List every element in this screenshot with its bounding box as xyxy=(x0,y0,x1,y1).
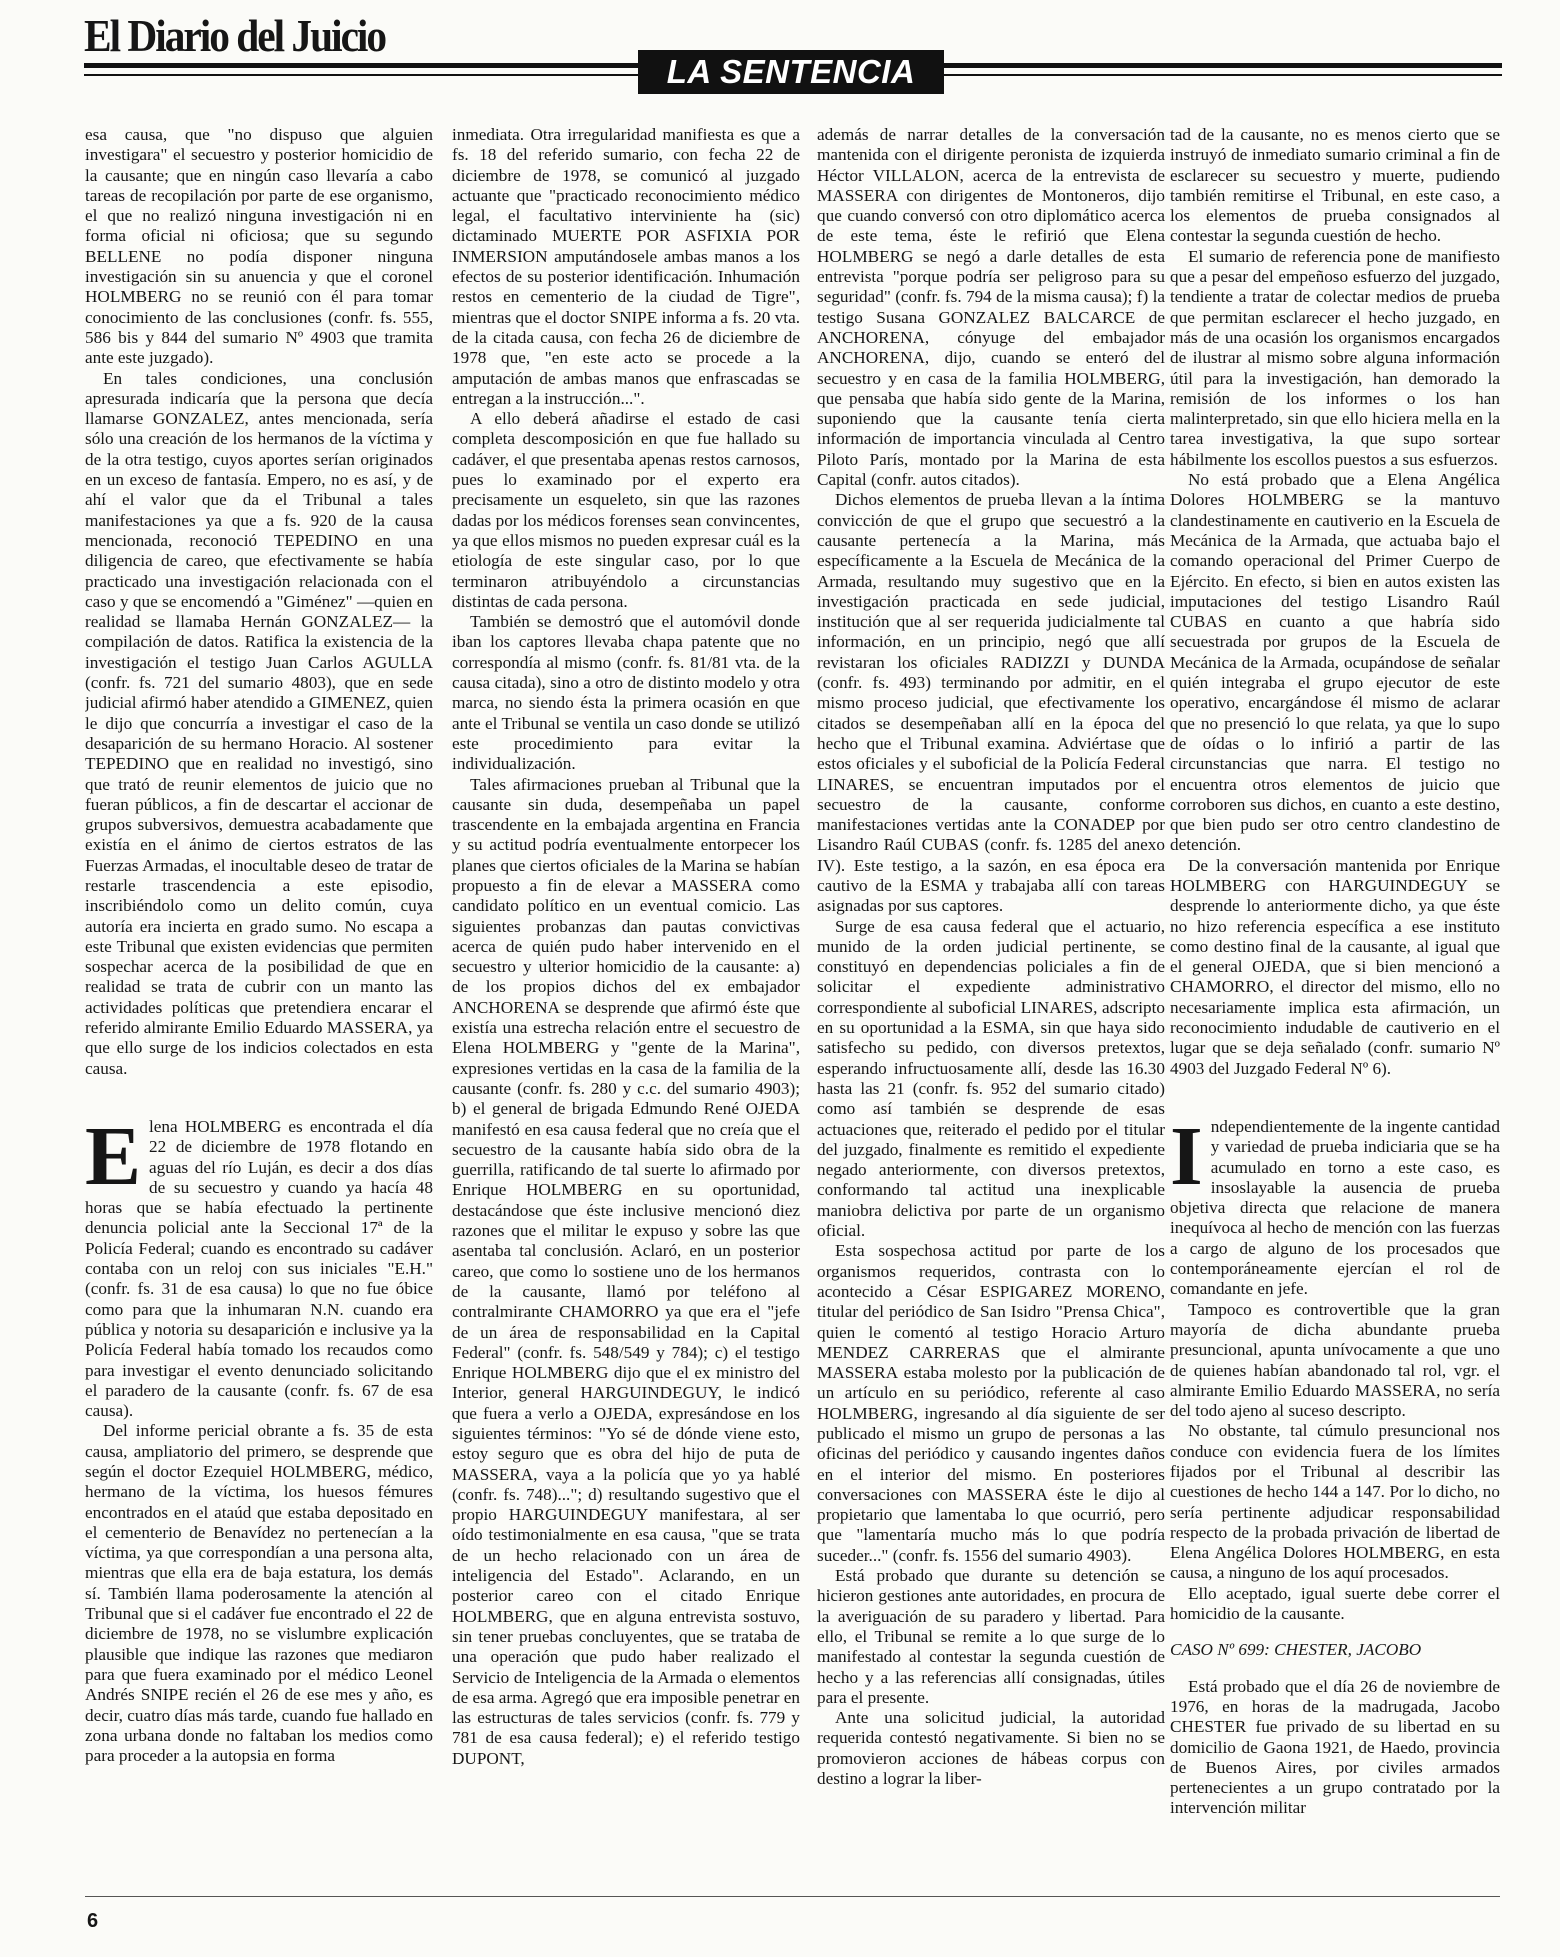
header-rule-left xyxy=(84,63,644,68)
paragraph: Surge de esa causa federal que el actuario, munido de la orden judicial pertinente, se constituyó en dependencias policiales a fin de solicitar el expediente administrativo correspondiente al suboficial LINARES, adscripto en su oportunidad a la ESMA, sin que haya sido satisfecho su pedido, con diversos pretextos, esperando infructuosamente allí, desde las 16.30 hasta las 21 (confr. fs. 952 del sumario citado) como así también se desprende de esas actuaciones que, reiterado el pedido por el titular del juzgado, finalmente es remitido el expediente negado anteriormente, con diversos pretextos, conformando tal actitud una inexplicable maniobra delictiva por parte de un organismo oficial. xyxy=(817,916,1165,1241)
paragraph: No está probado que a Elena Angélica Dolores HOLMBERG se la mantuvo clandestinamente en cautiverio en la Escuela de Mecánica de la Armada, que actuaba bajo el comando operacional del Primer Cuerpo de Ejército. En efecto, si bien en autos existen las imputaciones del testigo Lisandro Raúl CUBAS en cuanto a que habría sido secuestrada por grupos de la Escuela de Mecánica de la Armada, ocupándose de señalar quién integraba el grupo ejecutor de este operativo, encargándose él mismo de aclarar que no presenció lo que relata, ya que lo supo de oídas o lo infirió a partir de las circunstancias que narra. El testigo no encuentra otros elementos de juicio que corroboren sus dichos, en cuanto a este destino, que bien pudo ser otro centro clandestino de detención. xyxy=(1170,470,1500,855)
dropcap: E xyxy=(85,1109,142,1203)
paragraph: Ello aceptado, igual suerte debe correr el homicidio de la causante. xyxy=(1170,1583,1500,1624)
paragraph: inmediata. Otra irregularidad manifiesta es que a fs. 18 del referido sumario, con fecha 22 de diciembre de 1978, se comunicó al juzgado actuante que "practicado reconocimiento médico legal, el facultativo interviniente ha (sic) dictaminado MUERTE POR ASFIXIA POR INMERSION amputándosele ambas manos a los efectos de su posterior identificación. Inhumación restos en cementerio de la ciudad de Tigre", mientras que el doctor SNIPE informa a fs. 20 vta. de la citada causa, con fecha 26 de diciembre de 1978 que, "en este acto se procede a la amputación de ambas manos que enfrascadas se entregan a la instrucción...". xyxy=(452,125,800,408)
dropcap: I xyxy=(1170,1109,1203,1203)
article-column-3 xyxy=(817,125,1165,1885)
paragraph: Del informe pericial obrante a fs. 35 de esta causa, ampliatorio del primero, se desprende que según el doctor Ezequiel HOLMBERG, médico, hermano de la víctima, los huesos fémures encontrados en el ataúd que estaba depositado en el cementerio de Benavídez no pertenecían a la víctima, ya que correspondían a una persona alta, mientras que ella era de baja estatura, los demás sí. También llama poderosamente la atención al Tribunal que si el cadáver fue encontrado el 22 de diciembre de 1978, no se vislumbre explicación plausible que indique las razones que mediaron para que fuera examinado por el médico Leonel Andrés SNIPE recién el 26 de ese mes y año, es decir, cuatro días más tarde, cuando fue hallado en zona urbana donde no faltaban los medios como para proceder a la autopsia en forma xyxy=(85,1421,433,1766)
header-rule-right xyxy=(936,63,1502,68)
paragraph-with-dropcap xyxy=(1170,1109,1500,1300)
paragraph: De la conversación mantenida por Enrique HOLMBERG con HARGUINDEGUY se desprende lo anteriormente dicho, ya que éste no hizo referencia específica a ese instituto como destino final de la causante, al igual que el general OJEDA, que si bien mencionó a CHAMORRO, el director del mismo, ello no necesariamente implica esta afirmación, un reconocimiento indudable de cautiverio en el lugar que se deja señalado (confr. sumario Nº 4903 del Juzgado Federal Nº 6). xyxy=(1170,855,1500,1078)
case-heading: CASO Nº 699: CHESTER, JACOBO xyxy=(1170,1640,1422,1660)
paragraph: También se demostró que el automóvil donde iban los captores llevaba chapa patente que no correspondía al mismo (confr. fs. 81/81 vta. de la causa citada), sino a otro de distinto modelo y otra marca, no siendo ésta la primera ocasión en que ante el Tribunal se ventila un caso donde se utilizó este procedimiento para evitar la individualización. xyxy=(452,612,800,774)
paragraph: A ello deberá añadirse el estado de casi completa descomposición en que fue hallado su cadáver, el que presentaba apenas restos carnosos, pues lo examinado por el experto era precisamente un esqueleto, sin que las razones dadas por los médicos forenses sean convincentes, ya que ellos mismos no pueden expresar cuál es la etiología de este singular caso, por lo que terminaron atribuyéndolo a circunstancias distintas de cada persona. xyxy=(452,409,800,611)
article-column-1 xyxy=(85,125,433,1885)
paragraph: Dichos elementos de prueba llevan a la íntima convicción de que el grupo que secuestró a la causante pertenecía a la Marina, más específicamente a la Escuela de Mecánica de la Armada, resultando muy sugestivo que en la investigación practicada en sede judicial, institución que al ser requerida judicialmente tal información, en un principio, negó que allí revistaran los oficiales RADIZZI y DUNDA (confr. fs. 493) terminando por admitir, en el mismo proceso judicial, que efectivamente los citados se desempeñaban allí en la época del hecho que el Tribunal examina. Adviértase que estos oficiales y el suboficial de la Policía Federal LINARES, se encuentran imputados por el secuestro de la causante, conforme manifestaciones vertidas ante la CONADEP por Lisandro Raúl CUBAS (confr. fs. 1285 del anexo IV). Este testigo, a la sazón, en esa época era cautivo de la ESMA y trabajaba allí con tareas asignadas por sus captores. xyxy=(817,490,1165,916)
paragraph: Esta sospechosa actitud por parte de los organismos requeridos, contrasta con lo acontecido a César ESPIGAREZ MORENO, titular del periódico de San Isidro "Prensa Chica", quien le comentó al testigo Horacio Arturo MENDEZ CARRERAS que el almirante MASSERA estaba molesto por la publicación de un artículo en su periódico, referente al caso HOLMBERG, ingresando al día siguiente de ser publicado el mismo un grupo de personas a las oficinas del periódico y causando ingentes daños en el interior del mismo. En posteriores conversaciones con MASSERA éste le dijo al propietario que lamentaba lo que ocurrió, pero que "lamentaría mucho más lo que podría suceder..." (confr. fs. 1556 del sumario 4903). xyxy=(817,1241,1165,1565)
paragraph: Está probado que el día 26 de noviembre de 1976, en horas de la madrugada, Jacobo CHESTER fue privado de su libertad en su domicilio de Gaona 1921, de Haedo, provincia de Buenos Aires, por civiles armados pertenecientes a un grupo contratado por la intervención militar xyxy=(1170,1676,1500,1818)
paragraph-with-dropcap xyxy=(85,1109,433,1421)
paragraph-text: ndependientemente de la ingente cantidad y variedad de prueba indiciaria que se ha acumulado en torno a este caso, es insoslayable la ausencia de prueba objetiva directa que relacione de manera inequívoca al hecho de mención con las fuerzas a cargo de alguno de los procesados que contemporáneamente ejercían el rol de comandante en jefe. xyxy=(1170,1116,1500,1299)
paragraph: además de narrar detalles de la conversación mantenida con el dirigente peronista de izquierda Héctor VILLALON, acerca de la entrevista de MASSERA con dirigentes de Montoneros, dijo que cuando conversó con otro diplomático acerca de este tema, éste le refirió que Elena HOLMBERG se negó a darle detalles de esta entrevista "porque podría ser peligroso para su seguridad" (confr. fs. 794 de la misma causa); f) la testigo Susana GONZALEZ BALCARCE de ANCHORENA, cónyuge del embajador ANCHORENA, dijo, cuando se enteró del secuestro y en casa de la familia HOLMBERG, que pensaba que había sido gente de la Marina, suponiendo que la causante tenía cierta información de importancia vinculada al Centro Piloto París, montado por la Marina de esta Capital (confr. autos citados). xyxy=(817,125,1165,490)
paragraph: No obstante, tal cúmulo presuncional nos conduce con evidencia fuera de los límites fijados por el Tribunal al describir las cuestiones de hecho 144 a 147. Por lo dicho, no sería pertinente adjudicar responsabilidad respecto de la probada privación de libertad de Elena Angélica Dolores HOLMBERG, en esta causa, a ninguno de los aquí procesados. xyxy=(1170,1421,1500,1583)
paragraph: Tales afirmaciones prueban al Tribunal que la causante sin duda, desempeñaba un papel trascendente en la embajada argentina en Francia y su actitud podría eventualmente entorpecer los planes que ciertos oficiales de la Marina se habían propuesto a fin de elevar a MASSERA como candidato político en un eventual comicio. Las siguientes probanzas dan pautas convictivas acerca de quién pudo haber intervenido en el secuestro y ulterior homicidio de la causante: a) de los propios dichos del ex embajador ANCHORENA se desprende que afirmó éste que existía una estrecha relación entre el secuestro de Elena HOLMBERG y "gente de la Marina", expresiones vertidas en la casa de la familia de la causante (confr. fs. 280 y c.c. del sumario 4903); b) el general de brigada Edmundo René OJEDA manifestó en esa causa federal que no creía que el secuestro de la causante había sido obra de la guerrilla, ratificando de tal suerte lo afirmado por Enrique HOLMBERG en su oportunidad, destacándose que éste inclusive mencionó diez razones que el militar le expuso y sobre las que asentaba tal conclusión. Aclaró, en un posterior careo, que como lo sostiene uno de los hermanos de la causante, llamó por teléfono al contralmirante CHAMORRO ya que era el "jefe de un área de responsabilidad en la Capital Federal" (confr. fs. 548/549 y 784); c) el testigo Enrique HOLMBERG dijo que el ex ministro del Interior, general HARGUINDEGUY, le indicó que fuera a verlo a OJEDA, expresándose en los siguientes términos: "Yo sé de dónde viene esto, estoy seguro que es obra del hijo de puta de MASSERA, vaya a la policía que yo ya hablé (confr. fs. 748)..."; d) resultando sugestivo que el propio HARGUINDEGUY manifestara, al ser oído testimonialmente en esa causa, "que se trata de un hecho relacionado con un área de inteligencia del Estado". Aclarando, en un posterior careo con el citado Enrique HOLMBERG, que en alguna entrevista sostuvo, sin tener pruebas concluyentes, que se trataba de una operación que pudo haber realizado el Servicio de Inteligencia de la Armada o elementos de esa arma. Agregó que era imposible penetrar en las estructuras de tales servicios (confr. fs. 779 y 781 de esa causa federal); e) el referido testigo DUPONT, xyxy=(452,774,800,1768)
footer-rule xyxy=(85,1896,1500,1897)
header-rule-left-thin xyxy=(84,74,644,76)
page-number: 6 xyxy=(87,1910,99,1932)
paragraph: Tampoco es controvertible que la gran mayoría de dicha abundante prueba presuncional, apunta unívocamente a que uno de quienes habían abandonado tal rol, vgr. el almirante Emilio Eduardo MASSERA, no sería del todo ajeno al suceso descripto. xyxy=(1170,1299,1500,1421)
paragraph: En tales condiciones, una conclusión apresurada indicaría que la persona que decía llamarse GONZALEZ, antes mencionada, sería sólo una creación de los hermanos de la víctima y de la otra testigo, cuyos aportes serían originados en un exceso de fantasía. Empero, no es así, y de ahí el valor que da el Tribunal a tales manifestaciones ya que a fs. 920 de la causa mencionada, reconoció TEPEDINO en una diligencia de careo, que efectivamente se había practicado una investigación relacionada con el caso y que se encomendó a "Giménez" —quien en realidad se llamaba Hernán GONZALEZ— la compilación de datos. Ratifica la existencia de la investigación el testigo Juan Carlos AGULLA (confr. fs. 721 del sumario 4803), que en sede judicial afirmó haber atendido a GIMENEZ, quien le dijo que concurría a investigar el caso de la desaparición de su hermano Horacio. Al sostener TEPEDINO que en realidad no investigó, sino que trató de reunir elementos de juicio que no fueran públicos, a fin de descartar el accionar de grupos subversivos, demuestra acabadamente que existía en el ánimo de ciertos estratos de las Fuerzas Armadas, el inocultable deseo de tratar de restarle trascendencia a este episodio, inscribiéndolo como un delito común, cuya autoría era incierta en grado sumo. No escapa a este Tribunal que existen evidencias que permiten sospechar acerca de la posibilidad de que en realidad se trata de cubrir con un manto las actividades políticas que pretendiera encarar el referido almirante Emilio Eduardo MASSERA, ya que ello surge de los indicios colectados en esta causa. xyxy=(85,368,433,1078)
paragraph-text: lena HOLMBERG es encontrada el día 22 de diciembre de 1978 flotando en aguas del río Luján, es decir a dos días de su secuestro y cuando ya hacía 48 horas que se había efectuado la pertinente denuncia policial ante la Seccional 17ª de la Policía Federal; cuando es encontrado su cadáver contaba con un reloj con sus iniciales "E.H." (confr. fs. 31 de esa causa) lo que no fue óbice como para que la inhumaran N.N. cuando era pública y notoria su desaparición e inclusive ya la Policía Federal había tomado los recaudos como para investigar el evento denunciado solicitando el paradero de la causante (confr. fs. 67 de esa causa). xyxy=(85,1116,433,1421)
article-column-4 xyxy=(1170,125,1500,1885)
article-column-2 xyxy=(452,125,800,1885)
paragraph: Está probado que durante su detención se hicieron gestiones ante autoridades, en procura de la averiguación de su paradero y libertad. Para ello, el Tribunal se remite a lo que surge de lo manifestado al contestar la segunda cuestión de hecho y a las referencias allí consignadas, útiles para el presente. xyxy=(817,1566,1165,1707)
paragraph: tad de la causante, no es menos cierto que se instruyó de inmediato sumario criminal a fin de esclarecer su secuestro y muerte, pudiendo también remitirse el Tribunal, en este caso, a los elementos de prueba consignados al contestar la segunda cuestión de hecho. xyxy=(1170,125,1500,246)
paragraph: Ante una solicitud judicial, la autoridad requerida contestó negativamente. Si bien no se promovieron acciones de hábeas corpus con destino a lograr la liber- xyxy=(817,1708,1165,1789)
section-title: LA SENTENCIA xyxy=(638,50,944,94)
masthead: El Diario del Juicio xyxy=(84,11,386,61)
paragraph: esa causa, que "no dispuso que alguien investigara" el secuestro y posterior homicidio de la causante; que en ningún caso llevaría a cabo tareas de recopilación por parte de ese organismo, el que no realizó ninguna investigación ni en forma oficial ni oficiosa; que su segundo BELLENE no podía disponer ninguna investigación sin su anuencia y que el coronel HOLMBERG no se reunió con él para tomar conocimiento de las conclusiones (confr. fs. 555, 586 bis y 844 del sumario Nº 4903 que tramita ante este juzgado). xyxy=(85,125,433,368)
header-rule-right-thin xyxy=(936,74,1502,76)
paragraph: El sumario de referencia pone de manifiesto que a pesar del empeñoso esfuerzo del juzgado, tendiente a tratar de colectar medios de prueba que permitan esclarecer el hecho juzgado, en más de una ocasión los organismos encargados de ilustrar al mismo sobre alguna información útil para la investigación, han demorado la remisión de los informes o los han malinterpretado, sin que ello hiciera mella en la tarea investigativa, la que supo sortear hábilmente los escollos puestos a sus esfuerzos. xyxy=(1170,246,1500,469)
section-gap xyxy=(1170,1079,1500,1117)
